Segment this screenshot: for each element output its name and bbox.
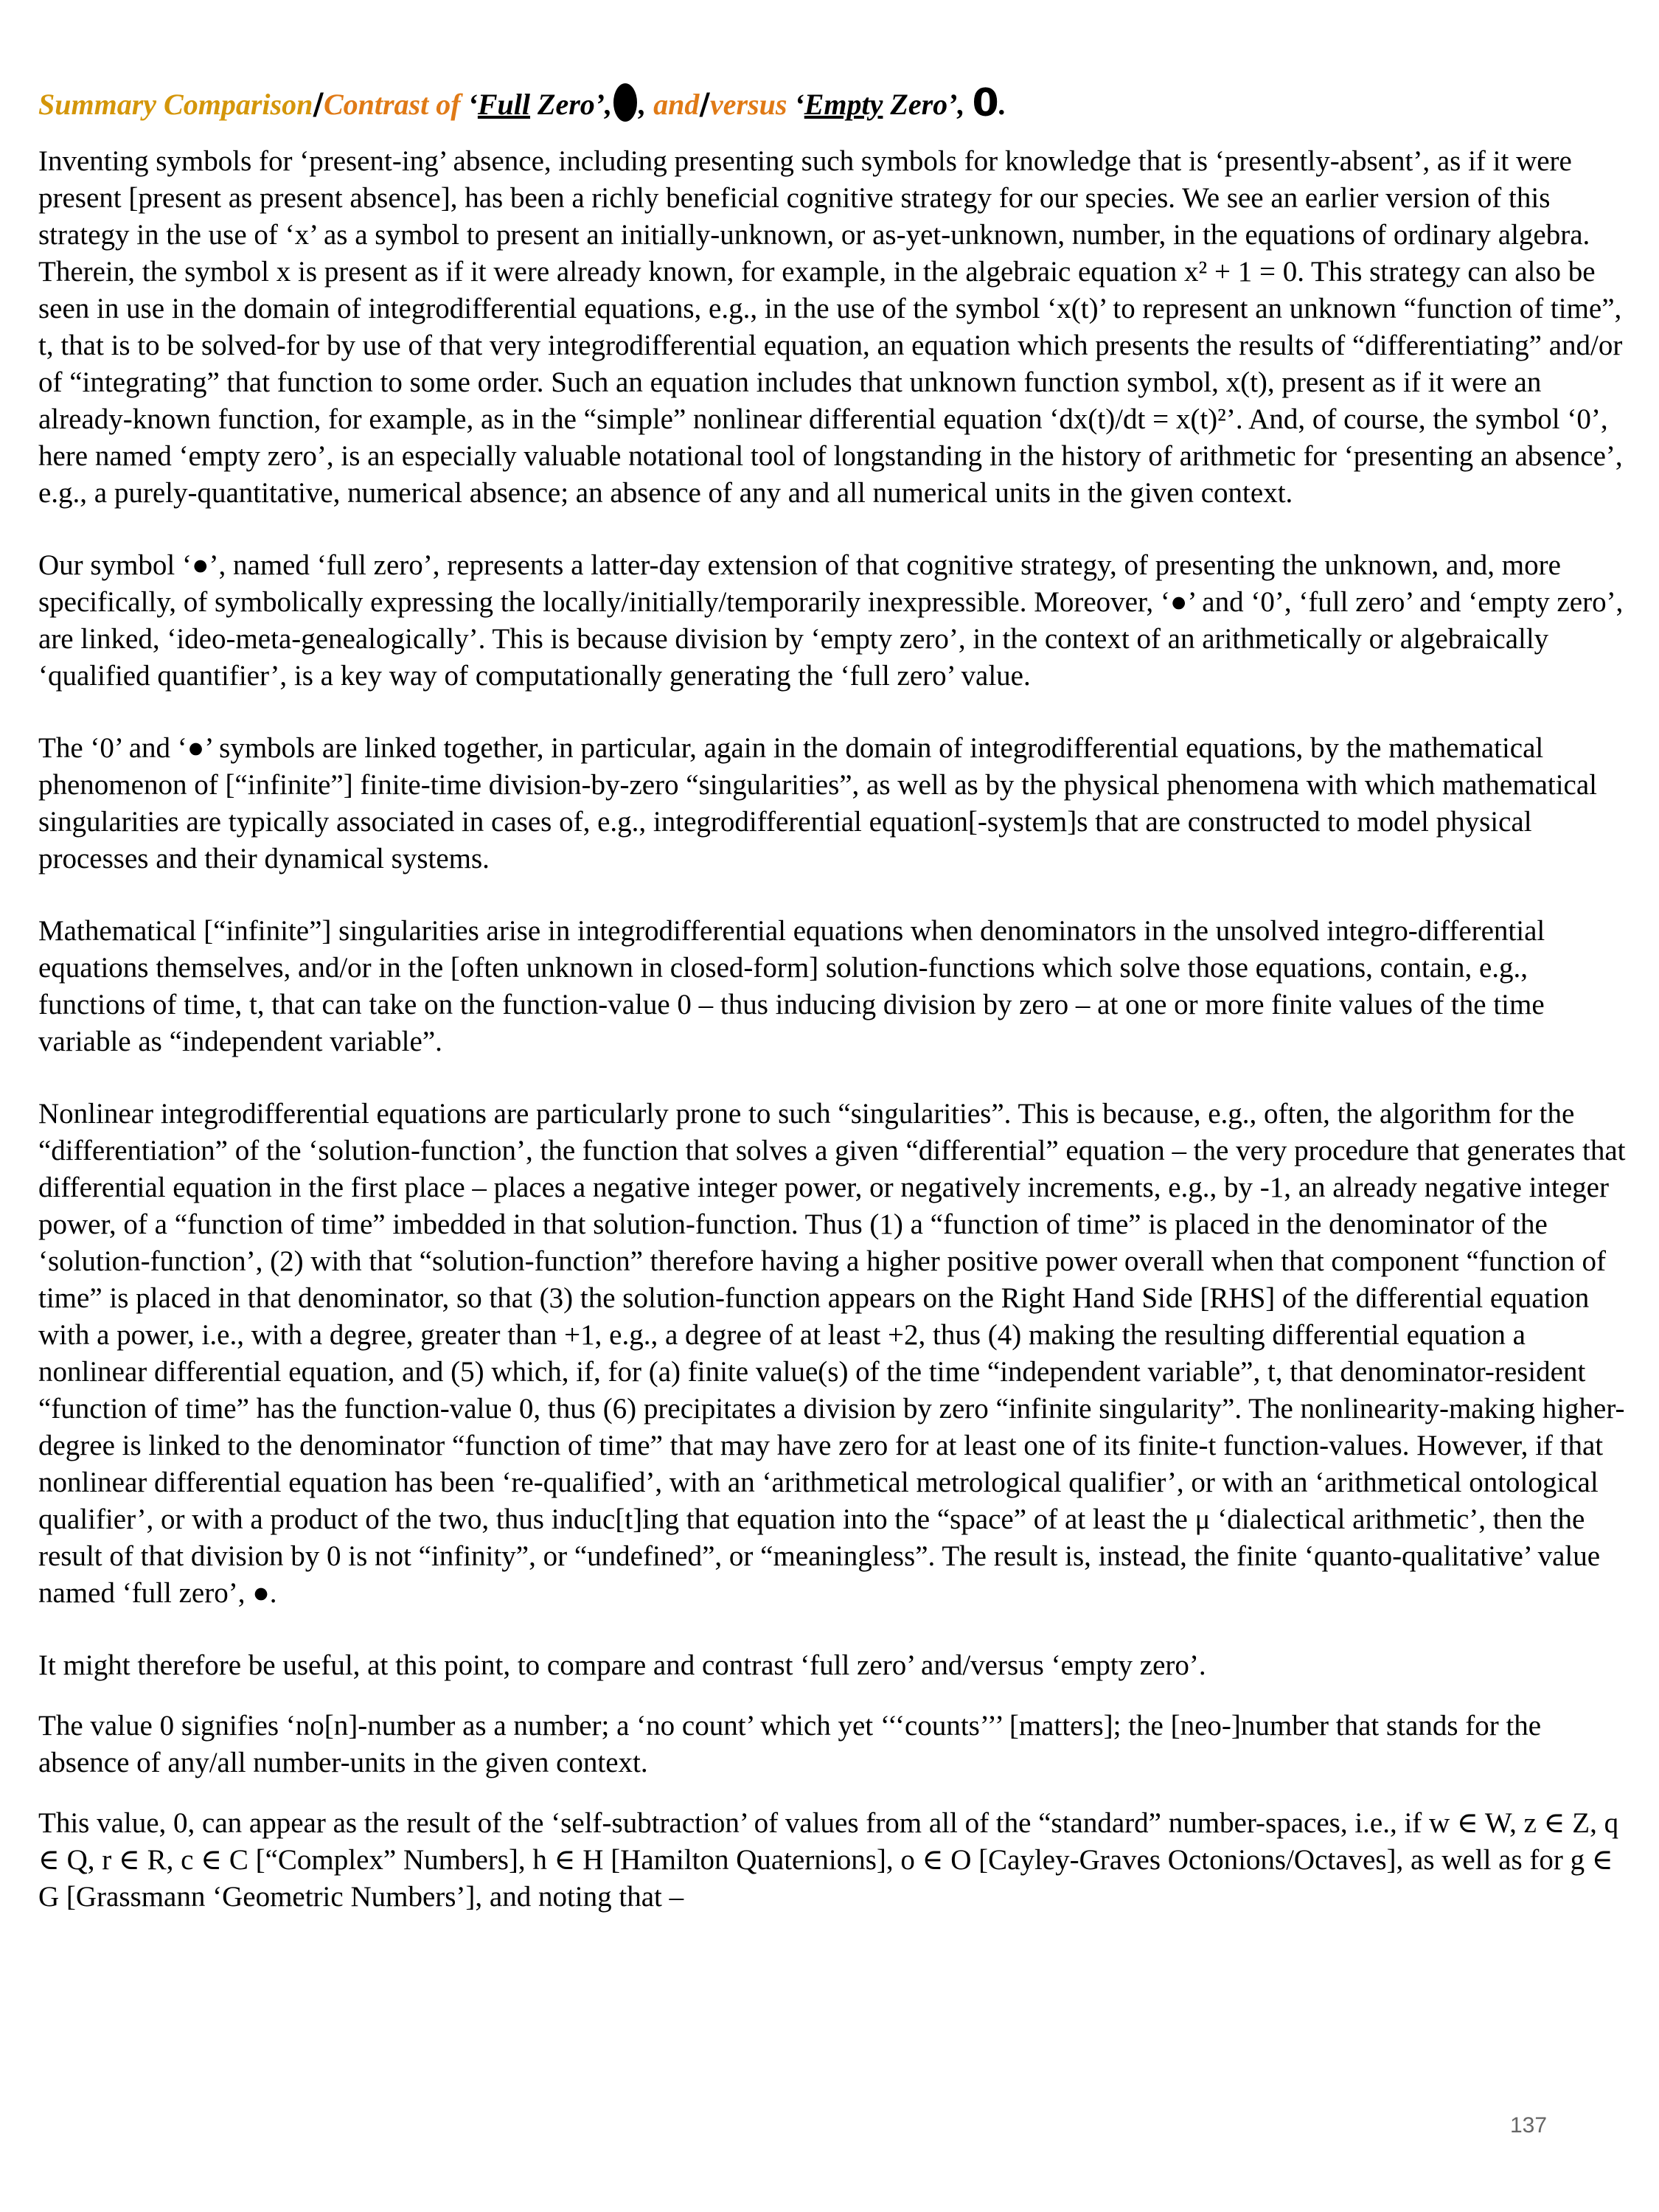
paragraph-2: Our symbol ‘●’, named ‘full zero’, represents a latter-day extension of that cognitive strategy, of presenting the unknown, and, more specifically, of symbolically expressing the locally/initially/temporarily inexpressible. Moreover, ‘●’ and ‘0’, ‘full zero’ and ‘empty zero’, are linked, ‘ideo-meta-genealogically’. This is because division by ‘empty zero’, in the context of an arithmetically or algebraically ‘qualified quantifier’, is a key way of computationally generating the ‘full zero’ value. <box>38 549 1624 692</box>
title-versus: versus <box>709 88 795 121</box>
title-slash: / <box>313 88 324 122</box>
paragraph-8: This value, 0, can appear as the result of the ‘self-subtraction’ of values from all of the “standard” number-spaces, i.e., if w ∈ W, z ∈ Z, q ∈ Q, r ∈ R, c ∈ C [“Complex” Numbers], h ∈ H [Hamilton Quaternions], o ∈ O [Cayley-Graves Octonions/Octaves], as well as for g ∈ G [Grassmann ‘Geometric Numbers’], and noting that – <box>38 1807 1619 1913</box>
title-quote: ‘ <box>467 88 478 121</box>
title-full: Full <box>477 88 531 121</box>
empty-zero-symbol: 0 <box>972 81 999 125</box>
paragraph-1: Inventing symbols for ‘present-ing’ absence, including presenting such symbols for knowledge that is ‘presently-absent’, as if it were present [present as present absence], has been a richly beneficial cognitive strategy for our species. We see an earlier version of this strategy in the use of ‘x’ as a symbol to present an initially-unknown, or as-yet-unknown, number, in the equations of ordinary algebra. Therein, the symbol x is present as if it were already known, for example, in the algebraic equation x² + 1 = 0. This strategy can also be seen in use in the domain of integrodifferential equations, e.g., in the use of the symbol ‘x(t)’ to represent an unknown “function of time”, t, that is to be solved-for by use of that very integrodifferential equation, an equation which presents the results of “differentiating” and/or of “integrating” that function to some order. Such an equation includes that unknown function symbol, x(t), present as if it were an already-known function, for example, as in the “simple” nonlinear differential equation ‘dx(t)/dt = x(t)²’. And, of course, the symbol ‘0’, here named ‘empty zero’, is an especially valuable notational tool of longstanding in the history of arithmetic for ‘presenting an absence’, e.g., a purely-quantitative, numerical absence; an absence of any and all numerical units in the given context. <box>38 145 1623 509</box>
title-slash-2: / <box>699 88 710 122</box>
paragraph-7: The value 0 signifies ‘no[n]-number as a number; a ‘no count’ which yet ‘‘‘counts’’’ [matters]; the [neo-]number that stands for the absence of any/all number-units in the given context. <box>38 1710 1542 1778</box>
title-comma: , <box>639 88 654 121</box>
title-part-1: Summary Comparison <box>38 88 313 121</box>
paragraph-5: Nonlinear integrodifferential equations are particularly prone to such “singularities”. This is because, e.g., often, the algorithm for the “differentiation” of the ‘solution-function’, the function that solves a given “differential” equation – the very procedure that generates that differential equation in the first place – places a negative integer power, or negatively increments, e.g., by -1, an already negative integer power, of a “function of time” imbedded in that solution-function. Thus (1) a “function of time” is placed in the denominator of the ‘solution-function’, (2) with that “solution-function” therefore having a higher positive power overall when that component “function of time” is placed in that denominator, so that (3) the solution-function appears on the Right Hand Side [RHS] of the differential equation with a power, i.e., with a degree, greater than +1, e.g., a degree of at least +2, thus (4) making the resulting differential equation a nonlinear differential equation, and (5) which, if, for (a) finite value(s) of the time “independent variable”, t, that denominator-resident “function of time” has the function-value 0, thus (6) precipitates a division by zero “infinite singularity”. The nonlinearity-making higher-degree is linked to the denominator “function of time” that may have zero for at least one of its finite-t function-values. However, if that nonlinear differential equation has been ‘re-qualified’, with an ‘arithmetical metrological qualifier’, or with an ‘arithmetical ontological qualifier’, or with a product of the two, thus induc[t]ing that equation into the “space” of at least the μ ‘dialectical arithmetic’, then the result of that division by 0 is not “infinity”, or “undefined”, or “meaningless”. The result is, instead, the finite ‘quanto-qualitative’ value named ‘full zero’, ●. <box>38 1098 1626 1609</box>
full-zero-icon <box>613 83 637 122</box>
paragraph-6: It might therefore be useful, at this point, to compare and contrast ‘full zero’ and/versus ‘empty zero’. <box>38 1649 1206 1681</box>
title-quote-2: ‘ <box>794 88 804 121</box>
title-and: and <box>653 88 700 121</box>
paragraph-4: Mathematical [“infinite”] singularities arise in integrodifferential equations when denominators in the unsolved integro-differential equations themselves, and/or in the [often unknown in closed-form] solution-functions which solve those equations, contain, e.g., functions of time, t, that can take on the function-value 0 – thus inducing division by zero – at one or more finite values of the time variable as “independent variable”. <box>38 915 1545 1057</box>
document-page <box>38 81 1631 1951</box>
title-empty: Empty <box>804 88 883 121</box>
page-number: 137 <box>1510 2113 1548 2138</box>
section-title <box>38 81 1631 127</box>
title-period: . <box>998 88 1006 121</box>
title-part-2: Contrast of <box>323 88 468 121</box>
title-zero-1: Zero’, <box>530 88 613 121</box>
paragraph-3: The ‘0’ and ‘●’ symbols are linked together, in particular, again in the domain of integrodifferential equations, by the mathematical phenomenon of [“infinite”] finite-time division-by-zero “singularities”, as well as by the physical phenomena with which mathematical singularities are typically associated in cases of, e.g., integrodifferential equation[-system]s that are constructed to model physical processes and their dynamical systems. <box>38 732 1598 874</box>
title-zero-2: Zero’, <box>883 88 973 121</box>
